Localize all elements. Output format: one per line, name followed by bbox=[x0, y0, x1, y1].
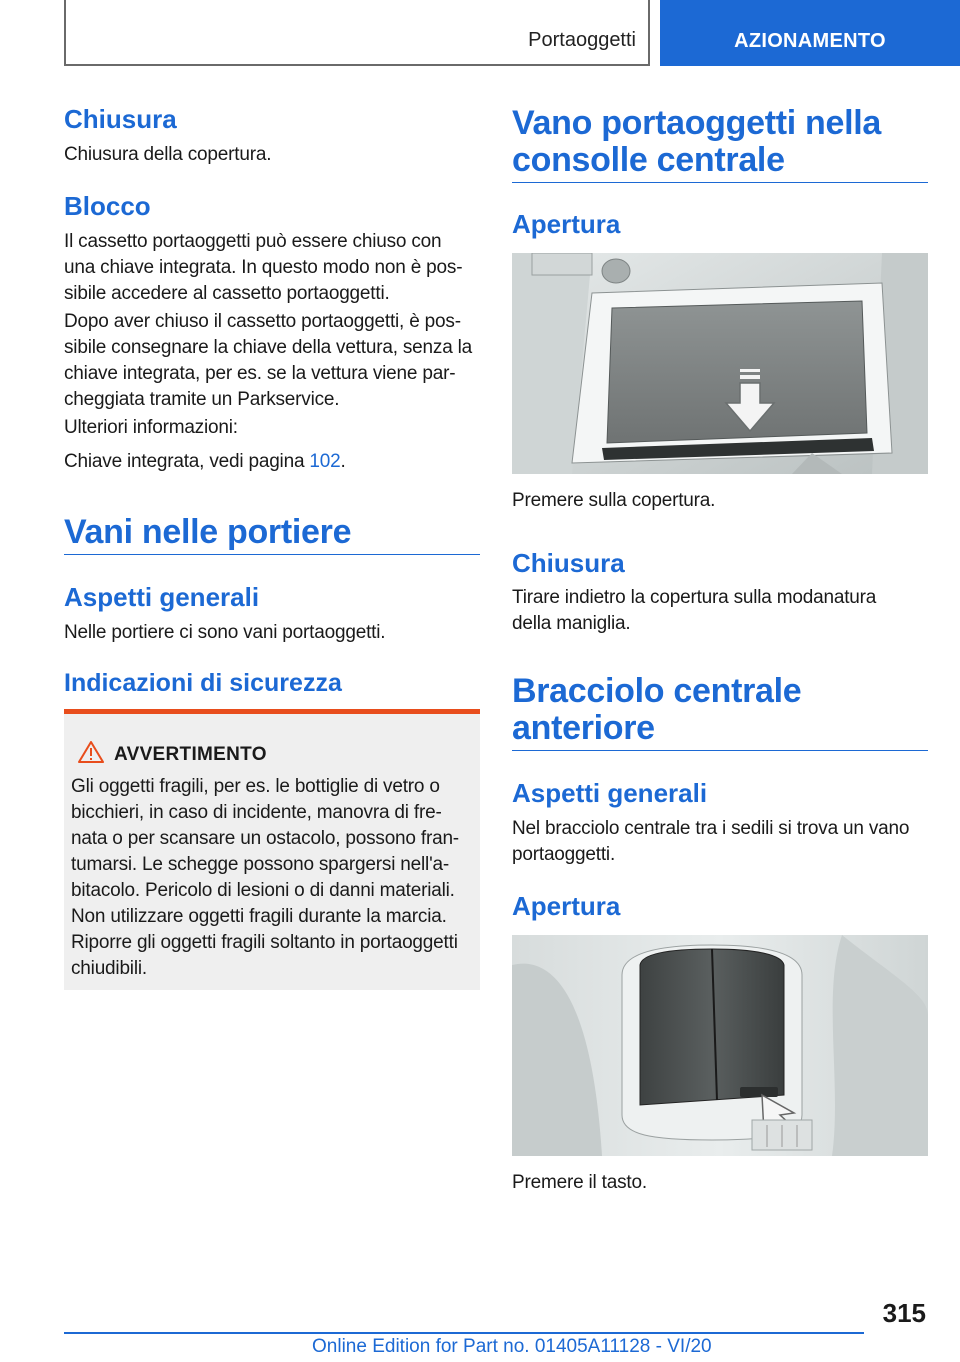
heading-chiusura: Chiusura bbox=[64, 104, 177, 134]
heading-rule bbox=[512, 750, 928, 751]
caption-premere-tasto: Premere il tasto. bbox=[512, 1172, 647, 1193]
header-section-tab bbox=[64, 0, 650, 66]
text-chiusura: Chiusura della copertura. bbox=[64, 144, 272, 165]
heading-vani-nelle-portiere: Vani nelle portiere bbox=[64, 513, 352, 551]
heading-chiusura-consolle: Chiusura bbox=[512, 548, 625, 578]
text-blocco-p4: Chiave integrata, vedi pagina 102. bbox=[64, 451, 346, 472]
console-illustration bbox=[512, 253, 928, 474]
armrest-illustration bbox=[512, 935, 928, 1156]
console-storage-image bbox=[512, 253, 928, 474]
heading-aspetti-generali-bracciolo: Aspetti generali bbox=[512, 778, 708, 808]
footer-edition: Online Edition for Part no. 01405A11128 - VI/20 bbox=[312, 1336, 712, 1357]
heading-indicazioni-sicurezza: Indicazioni di sicurezza bbox=[64, 669, 342, 697]
heading-bracciolo-centrale: Bracciolo centrale anteriore bbox=[512, 672, 802, 747]
header-chapter-tab[interactable] bbox=[660, 0, 960, 66]
footer-rule bbox=[64, 1332, 864, 1334]
text-blocco-p2: Dopo aver chiuso il cassetto portaoggetti, è pos‐ sibile consegnare la chiave della vettura, senza la chiave integrata, per es. se la vettura viene par‐ cheggiata tramite un Parkservice. bbox=[64, 311, 473, 410]
heading-vano-consolle: Vano portaoggetti nella consolle centrale bbox=[512, 104, 882, 179]
text-aspetti-portiere: Nelle portiere ci sono vani portaoggetti. bbox=[64, 622, 386, 643]
warning-text: Gli oggetti fragili, per es. le bottiglie di vetro o bicchieri, in caso di incidente, manovra di fre‐ nata o per scansare un ostacolo, possono fran‐ tumarsi. Le schegge possono spargersi nell'a‐ bitacolo. Pericolo di lesioni o di danni materiali. Non utilizzare oggetti fragili durante la marcia. Riporre gli oggetti fragili soltanto in portaoggetti chiudibili. bbox=[71, 776, 459, 979]
header-section-label: Portaoggetti bbox=[528, 29, 636, 51]
heading-apertura-consolle: Apertura bbox=[512, 209, 621, 239]
page-number: 315 bbox=[882, 1298, 926, 1328]
warning-title: AVVERTIMENTO bbox=[114, 744, 267, 765]
text-blocco-p3: Ulteriori informazioni: bbox=[64, 417, 238, 438]
warning-triangle-icon bbox=[78, 740, 104, 764]
heading-apertura-bracciolo: Apertura bbox=[512, 891, 621, 921]
caption-premere-copertura: Premere sulla copertura. bbox=[512, 490, 716, 511]
heading-rule bbox=[64, 554, 480, 555]
armrest-image bbox=[512, 935, 928, 1156]
heading-blocco: Blocco bbox=[64, 191, 151, 221]
header-chapter-label: AZIONAMENTO bbox=[734, 30, 886, 52]
heading-aspetti-generali-portiere: Aspetti generali bbox=[64, 582, 260, 612]
warning-box bbox=[64, 709, 480, 990]
heading-rule bbox=[512, 182, 928, 183]
text-blocco-p1: Il cassetto portaoggetti può essere chiuso con una chiave integrata. In questo modo non è pos‐ sibile accedere al cassetto portaoggetti. bbox=[64, 231, 463, 304]
text-aspetti-bracciolo: Nel bracciolo centrale tra i sedili si trova un vano portaoggetti. bbox=[512, 818, 910, 865]
page-link-102[interactable]: 102 bbox=[309, 451, 341, 472]
text-chiusura-consolle: Tirare indietro la copertura sulla modanatura della maniglia. bbox=[512, 587, 877, 634]
